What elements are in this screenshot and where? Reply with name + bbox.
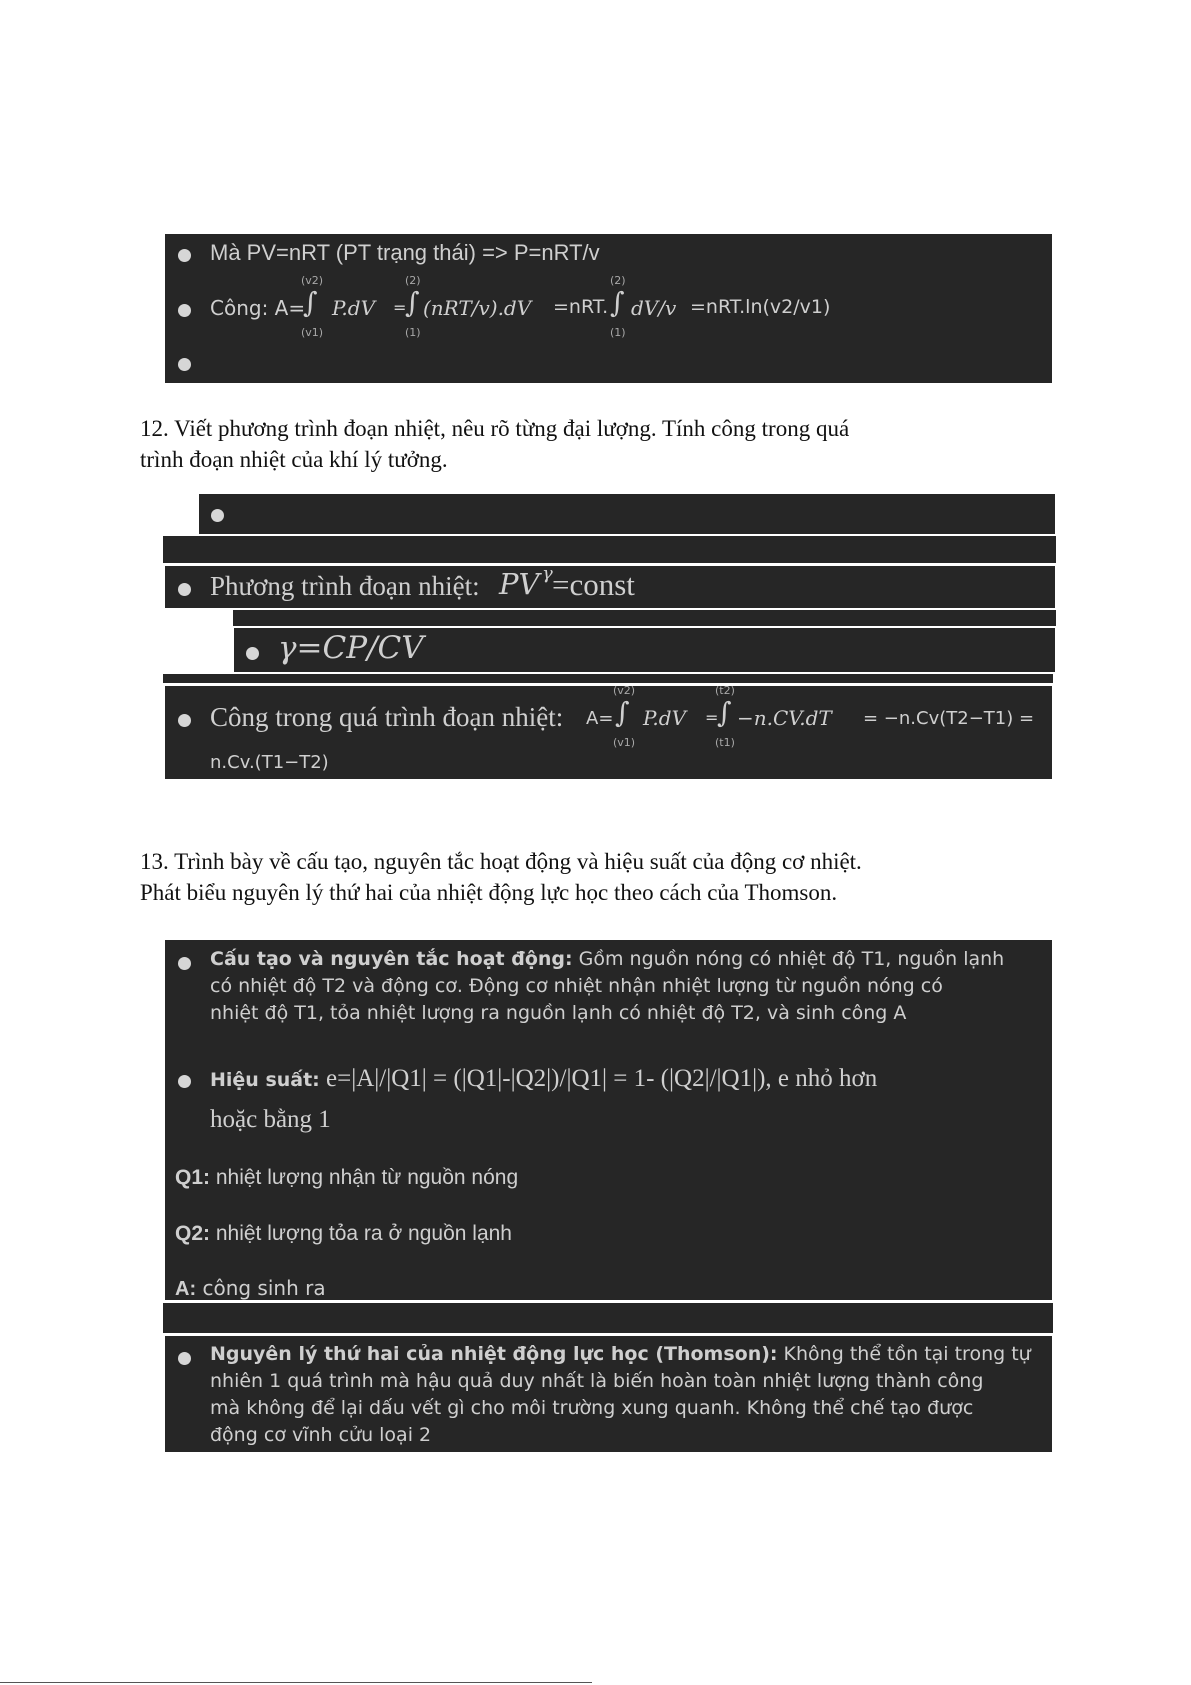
- adiabatic-work-label: Công trong quá trình đoạn nhiệt:: [210, 702, 564, 732]
- bullet: [178, 358, 191, 371]
- structure-label: Cấu tạo và nguyên tắc hoạt động:: [210, 948, 573, 970]
- adiabatic-gamma-exponent: γ: [542, 563, 553, 584]
- efficiency-line-1: e=|A|/|Q1| = (|Q1|-|Q2|)/|Q1| = 1- (|Q2|/|Q1|), e nhỏ hơn: [319, 1065, 878, 1092]
- adiabatic-equation-label: Phương trình đoạn nhiệt:: [210, 571, 480, 601]
- work-label: Công: A=: [210, 296, 306, 320]
- gamma-definition: γ=CP/CV: [278, 630, 424, 666]
- thomson-line-1: Không thể tồn tại trong tự: [777, 1343, 1031, 1365]
- integral-1: (v2) ∫ (v1): [301, 274, 324, 339]
- adiabatic-equation-row: [165, 563, 1055, 608]
- bullet: [178, 1352, 191, 1365]
- block2-empty-row: [199, 494, 1055, 534]
- heat-engine-block: [165, 940, 1052, 1300]
- bullet: [178, 304, 191, 317]
- bullet: [246, 647, 259, 660]
- gamma-definition-row: [234, 628, 1055, 672]
- adiabatic-const: =const: [552, 567, 635, 602]
- q2-label: Q2:: [175, 1222, 211, 1245]
- adiabatic-pv: PV: [499, 567, 540, 601]
- structure-line-1: Gồm nguồn nóng có nhiệt độ T1, nguồn lạnh: [572, 948, 1005, 970]
- adiabatic-result-2: n.Cv.(T1−T2): [210, 752, 329, 773]
- a-definition: [175, 1275, 326, 1303]
- adiabatic-work-row: [165, 686, 1052, 779]
- block3-separator: [163, 1303, 1053, 1333]
- question-13-line-2: Phát biểu nguyên lý thứ hai của nhiệt động lực học theo cách của Thomson.: [140, 880, 838, 905]
- question-13-line-1: 13. Trình bày về cấu tạo, nguyên tắc hoạt động và hiệu suất của động cơ nhiệt.: [140, 849, 862, 874]
- equals-nrt: =nRT.: [553, 296, 609, 318]
- efficiency-line-2: hoặc bằng 1: [210, 1106, 331, 1133]
- integrand-5: −n.CV.dT: [737, 706, 832, 730]
- thomson-line-2: nhiên 1 quá trình mà hậu quả duy nhất là biến hoàn toàn nhiệt lượng thành công: [210, 1370, 984, 1392]
- q2-definition: [175, 1220, 512, 1247]
- bullet: [178, 957, 191, 970]
- adiabatic-result-1: = −n.Cv(T2−T1) =: [863, 708, 1035, 729]
- bullet: [178, 1075, 191, 1088]
- structure-line-2: có nhiệt độ T2 và động cơ. Động cơ nhiệt nhận nhiệt lượng từ nguồn nóng có: [210, 975, 943, 997]
- state-equation-line: Mà PV=nRT (PT trạng thái) => P=nRT/v: [210, 240, 600, 265]
- block2-separator: [233, 610, 1056, 626]
- integrand-2: (nRT/v).dV: [423, 296, 532, 320]
- block2-separator: [163, 674, 1053, 683]
- footer-divider: [0, 1682, 592, 1683]
- adiabatic-work-a: A=: [586, 708, 614, 729]
- q1-text: nhiệt lượng nhận từ nguồn nóng: [210, 1166, 519, 1189]
- integral-5: (t2) ∫ (t1): [715, 684, 735, 749]
- q2-text: nhiệt lượng tỏa ra ở nguồn lạnh: [210, 1222, 512, 1245]
- integrand-1: P.dV: [332, 296, 376, 320]
- bullet: [211, 509, 224, 522]
- a-text: công sinh ra: [196, 1276, 326, 1300]
- block-isothermal-work: [165, 234, 1052, 383]
- thomson-principle-block: [165, 1336, 1052, 1452]
- question-12-line-2: trình đoạn nhiệt của khí lý tưởng.: [140, 447, 448, 472]
- question-12-line-1: 12. Viết phương trình đoạn nhiệt, nêu rõ từng đại lượng. Tính công trong quá: [140, 416, 850, 441]
- equals-1: =: [393, 298, 407, 317]
- integrand-3: dV/v: [631, 296, 677, 320]
- integral-3: (2) ∫ (1): [610, 274, 626, 339]
- thomson-label: Nguyên lý thứ hai của nhiệt động lực học (Thomson):: [210, 1343, 778, 1365]
- isothermal-result: =nRT.ln(v2/v1): [690, 296, 831, 318]
- integrand-4: P.dV: [643, 706, 687, 730]
- bullet: [178, 714, 191, 727]
- bullet: [178, 249, 191, 262]
- efficiency-text: [210, 1060, 1050, 1139]
- integral-2: (2) ∫ (1): [405, 274, 421, 339]
- q1-label: Q1:: [175, 1166, 211, 1189]
- structure-line-3: nhiệt độ T1, tỏa nhiệt lượng ra nguồn lạnh có nhiệt độ T2, và sinh công A: [210, 1002, 907, 1024]
- a-label: A:: [175, 1278, 197, 1300]
- thomson-text: [210, 1341, 1045, 1449]
- thomson-line-4: động cơ vĩnh cửu loại 2: [210, 1424, 432, 1446]
- efficiency-label: Hiệu suất:: [210, 1069, 320, 1091]
- q1-definition: [175, 1164, 518, 1191]
- thomson-line-3: mà không để lại dấu vết gì cho môi trường xung quanh. Không thể chế tạo được: [210, 1397, 974, 1419]
- equals-4: =: [705, 708, 719, 727]
- bullet: [178, 583, 191, 596]
- integral-4: (v2) ∫ (v1): [613, 684, 636, 749]
- block2-separator: [163, 536, 1056, 563]
- structure-text: [210, 946, 1045, 1027]
